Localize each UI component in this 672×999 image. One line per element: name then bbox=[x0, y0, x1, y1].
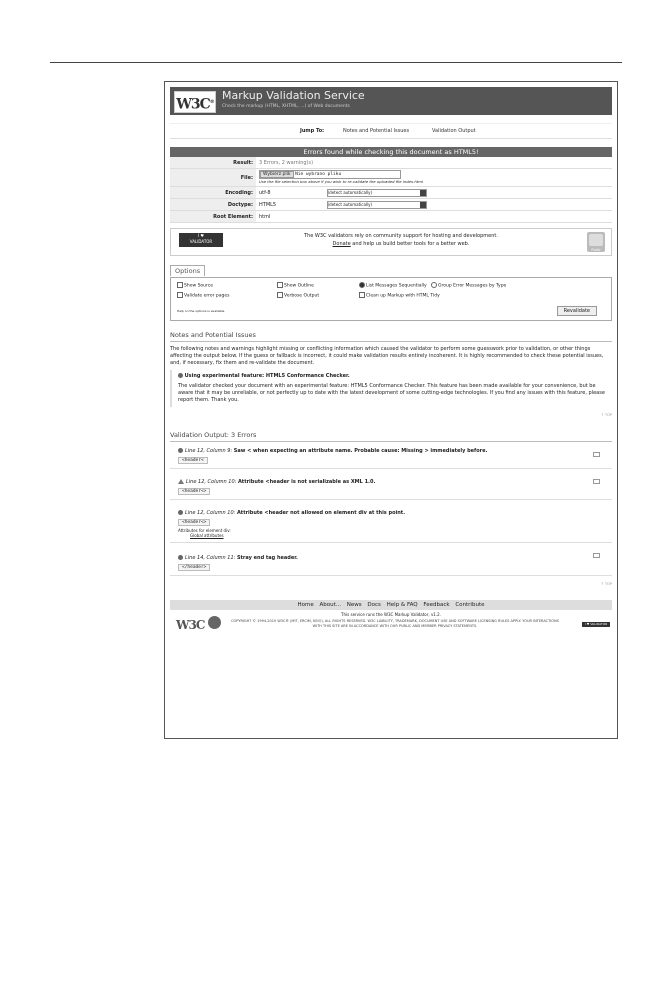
options-help-link[interactable]: Help on the options is available. bbox=[177, 309, 226, 313]
w3c-logo[interactable]: W3C® bbox=[174, 91, 216, 113]
error-code-snippet: <header<> bbox=[178, 519, 210, 526]
file-input[interactable] bbox=[259, 170, 401, 179]
support-text: The W3C validators rely on community support for hosting and development. Donate and help us build better tools for a better web. bbox=[304, 233, 498, 247]
jump-link-output[interactable]: Validation Output bbox=[432, 128, 476, 134]
result-banner: Errors found while checking this document as HTML5! bbox=[170, 147, 612, 157]
page-title: Markup Validation Service bbox=[222, 89, 365, 102]
options-panel bbox=[170, 277, 612, 321]
show-source-checkbox[interactable]: Show Source bbox=[177, 282, 213, 289]
error-code-snippet: <header<> bbox=[178, 488, 210, 495]
error-code-snippet: </header> bbox=[178, 564, 210, 571]
group-errors-radio[interactable]: Group Error Messages by Type bbox=[431, 282, 506, 289]
error-icon bbox=[178, 448, 183, 453]
encoding-label: Encoding: bbox=[170, 187, 256, 199]
warning-icon bbox=[178, 479, 184, 484]
w3c-footer-logo[interactable]: W3C bbox=[176, 618, 205, 632]
file-hint: Use the file selection box above if you wish to re-validate the uploaded file index.html bbox=[259, 179, 424, 184]
tidy-checkbox[interactable]: Clean up Markup with HTML Tidy bbox=[359, 292, 440, 299]
footer-link-news[interactable]: News bbox=[346, 602, 362, 608]
file-none-text: Nie wybrano pliku bbox=[295, 172, 342, 177]
doctype-value: HTML5 bbox=[259, 202, 277, 208]
jump-bar bbox=[170, 123, 612, 139]
error-message: Line 12, Column 9: Saw < when expecting an attribute name. Probable cause: Missing > immediately before. <header< bbox=[170, 442, 612, 469]
copyright: COPYRIGHT © 1994-2010 W3C® (MIT, ERCIM, KEIO), ALL RIGHTS RESERVED. W3C LIABILITY, TRADEMARK, DOCUMENT USE AND SOFTWARE LICENSING RULES APPLY. YOUR INTERACTIONS WITH THIS SITE ARE IN ACCORDANCE WITH OUR PUBLIC AND MEMBER PRIVACY STATEMENTS. bbox=[231, 619, 559, 628]
footer-link-feedback[interactable]: Feedback bbox=[423, 602, 450, 608]
list-sequentially-radio[interactable]: List Messages Sequentially bbox=[359, 282, 427, 289]
notes-title: Notes and Potential Issues bbox=[170, 331, 612, 342]
i-love-validator-small-badge[interactable]: I ♥ VALIDATOR bbox=[582, 622, 610, 627]
footer-link-about[interactable]: About... bbox=[319, 602, 342, 608]
revalidate-button[interactable]: Revalidate bbox=[557, 306, 597, 316]
footer-nav bbox=[170, 600, 612, 610]
footer-link-home[interactable]: Home bbox=[297, 602, 314, 608]
result-table bbox=[170, 157, 612, 223]
root-element-value: html bbox=[256, 211, 612, 223]
encoding-value: utf-8 bbox=[259, 190, 271, 196]
footer-link-help[interactable]: Help & FAQ bbox=[386, 602, 418, 608]
expand-icon[interactable] bbox=[593, 553, 600, 558]
screenshot-frame bbox=[164, 81, 618, 739]
donate-link[interactable]: Donate bbox=[332, 241, 351, 247]
flattr-button[interactable]: Flattr bbox=[587, 232, 605, 252]
validation-output-title: Validation Output: 3 Errors bbox=[170, 431, 612, 442]
service-note: This service runs the W3C Markup Validator, v1.2. bbox=[341, 612, 441, 617]
choose-file-button[interactable]: Wybierz plik bbox=[260, 171, 294, 178]
expand-icon[interactable] bbox=[593, 452, 600, 457]
top-link[interactable]: ↑ TOP bbox=[600, 413, 612, 417]
footer-link-docs[interactable]: Docs bbox=[367, 602, 381, 608]
chevron-down-icon bbox=[420, 190, 426, 196]
error-message: Line 12, Column 10: Attribute <header not allowed on element div at this point. <header<> Attributes for element div: Global attributes bbox=[170, 500, 612, 543]
doctype-label: Doctype: bbox=[170, 199, 256, 211]
encoding-select[interactable]: (detect automatically) bbox=[327, 189, 427, 197]
validate-error-pages-checkbox[interactable]: Validate error pages bbox=[177, 292, 229, 299]
i-love-validator-badge[interactable]: I ♥ VALIDATOR bbox=[179, 233, 223, 247]
global-attributes-link[interactable]: Global attributes bbox=[190, 533, 224, 538]
footer bbox=[170, 610, 612, 644]
show-outline-checkbox[interactable]: Show Outline bbox=[277, 282, 314, 289]
warning-message: Line 12, Column 10: Attribute <header is not serializable as XML 1.0. <header<> bbox=[170, 469, 612, 500]
error-icon bbox=[178, 510, 183, 515]
error-code-snippet: <header< bbox=[178, 457, 208, 464]
notes-paragraph: The following notes and warnings highlight missing or conflicting information which caused the validator to perform some guesswork prior to validation, or other things affecting the output below. If the guess or fallback is incorrect, it could make validation results entirely incoherent. It is highly recommended to check these potential issues, and, if necessary, fix them and re-validate the document. bbox=[170, 346, 604, 366]
page-top-rule bbox=[50, 62, 622, 63]
open-source-icon[interactable] bbox=[208, 616, 221, 629]
jump-label: Jump To: bbox=[300, 128, 325, 134]
experimental-notice bbox=[170, 370, 612, 407]
chevron-down-icon bbox=[420, 202, 426, 208]
result-value: 3 Errors, 2 warning(s) bbox=[256, 157, 612, 169]
verbose-output-checkbox[interactable]: Verbose Output bbox=[277, 292, 319, 299]
page-subtitle: Check the markup (HTML, XHTML, ...) of Web documents bbox=[222, 104, 350, 109]
support-box bbox=[170, 228, 612, 256]
doctype-select[interactable]: (detect automatically) bbox=[327, 201, 427, 209]
footer-link-contribute[interactable]: Contribute bbox=[455, 602, 485, 608]
expand-icon[interactable] bbox=[593, 479, 600, 484]
jump-link-notes[interactable]: Notes and Potential Issues bbox=[343, 128, 410, 134]
options-tab[interactable]: Options bbox=[170, 265, 205, 276]
error-icon bbox=[178, 555, 183, 560]
experimental-text: The validator checked your document with an experimental feature: HTML5 Conformance Checker. This feature has been made available for your convenience, but be aware that it may be unreliable, or not perfectly up to date with the latest development of some cutting-edge technologies. If you find any issues with this feature, please report them. Thank you. bbox=[178, 383, 605, 403]
info-icon bbox=[178, 373, 183, 378]
experimental-title: Using experimental feature: HTML5 Conformance Checker. bbox=[184, 373, 350, 379]
error-message: Line 14, Column 11: Stray end tag header. </header> bbox=[170, 543, 612, 576]
header-banner bbox=[170, 87, 612, 115]
file-label: File: bbox=[170, 169, 256, 187]
root-element-label: Root Element: bbox=[170, 211, 256, 223]
attributes-note: Attributes for element div: Global attributes bbox=[178, 528, 231, 538]
result-label: Result: bbox=[170, 157, 256, 169]
top-link[interactable]: ↑ TOP bbox=[600, 582, 612, 586]
